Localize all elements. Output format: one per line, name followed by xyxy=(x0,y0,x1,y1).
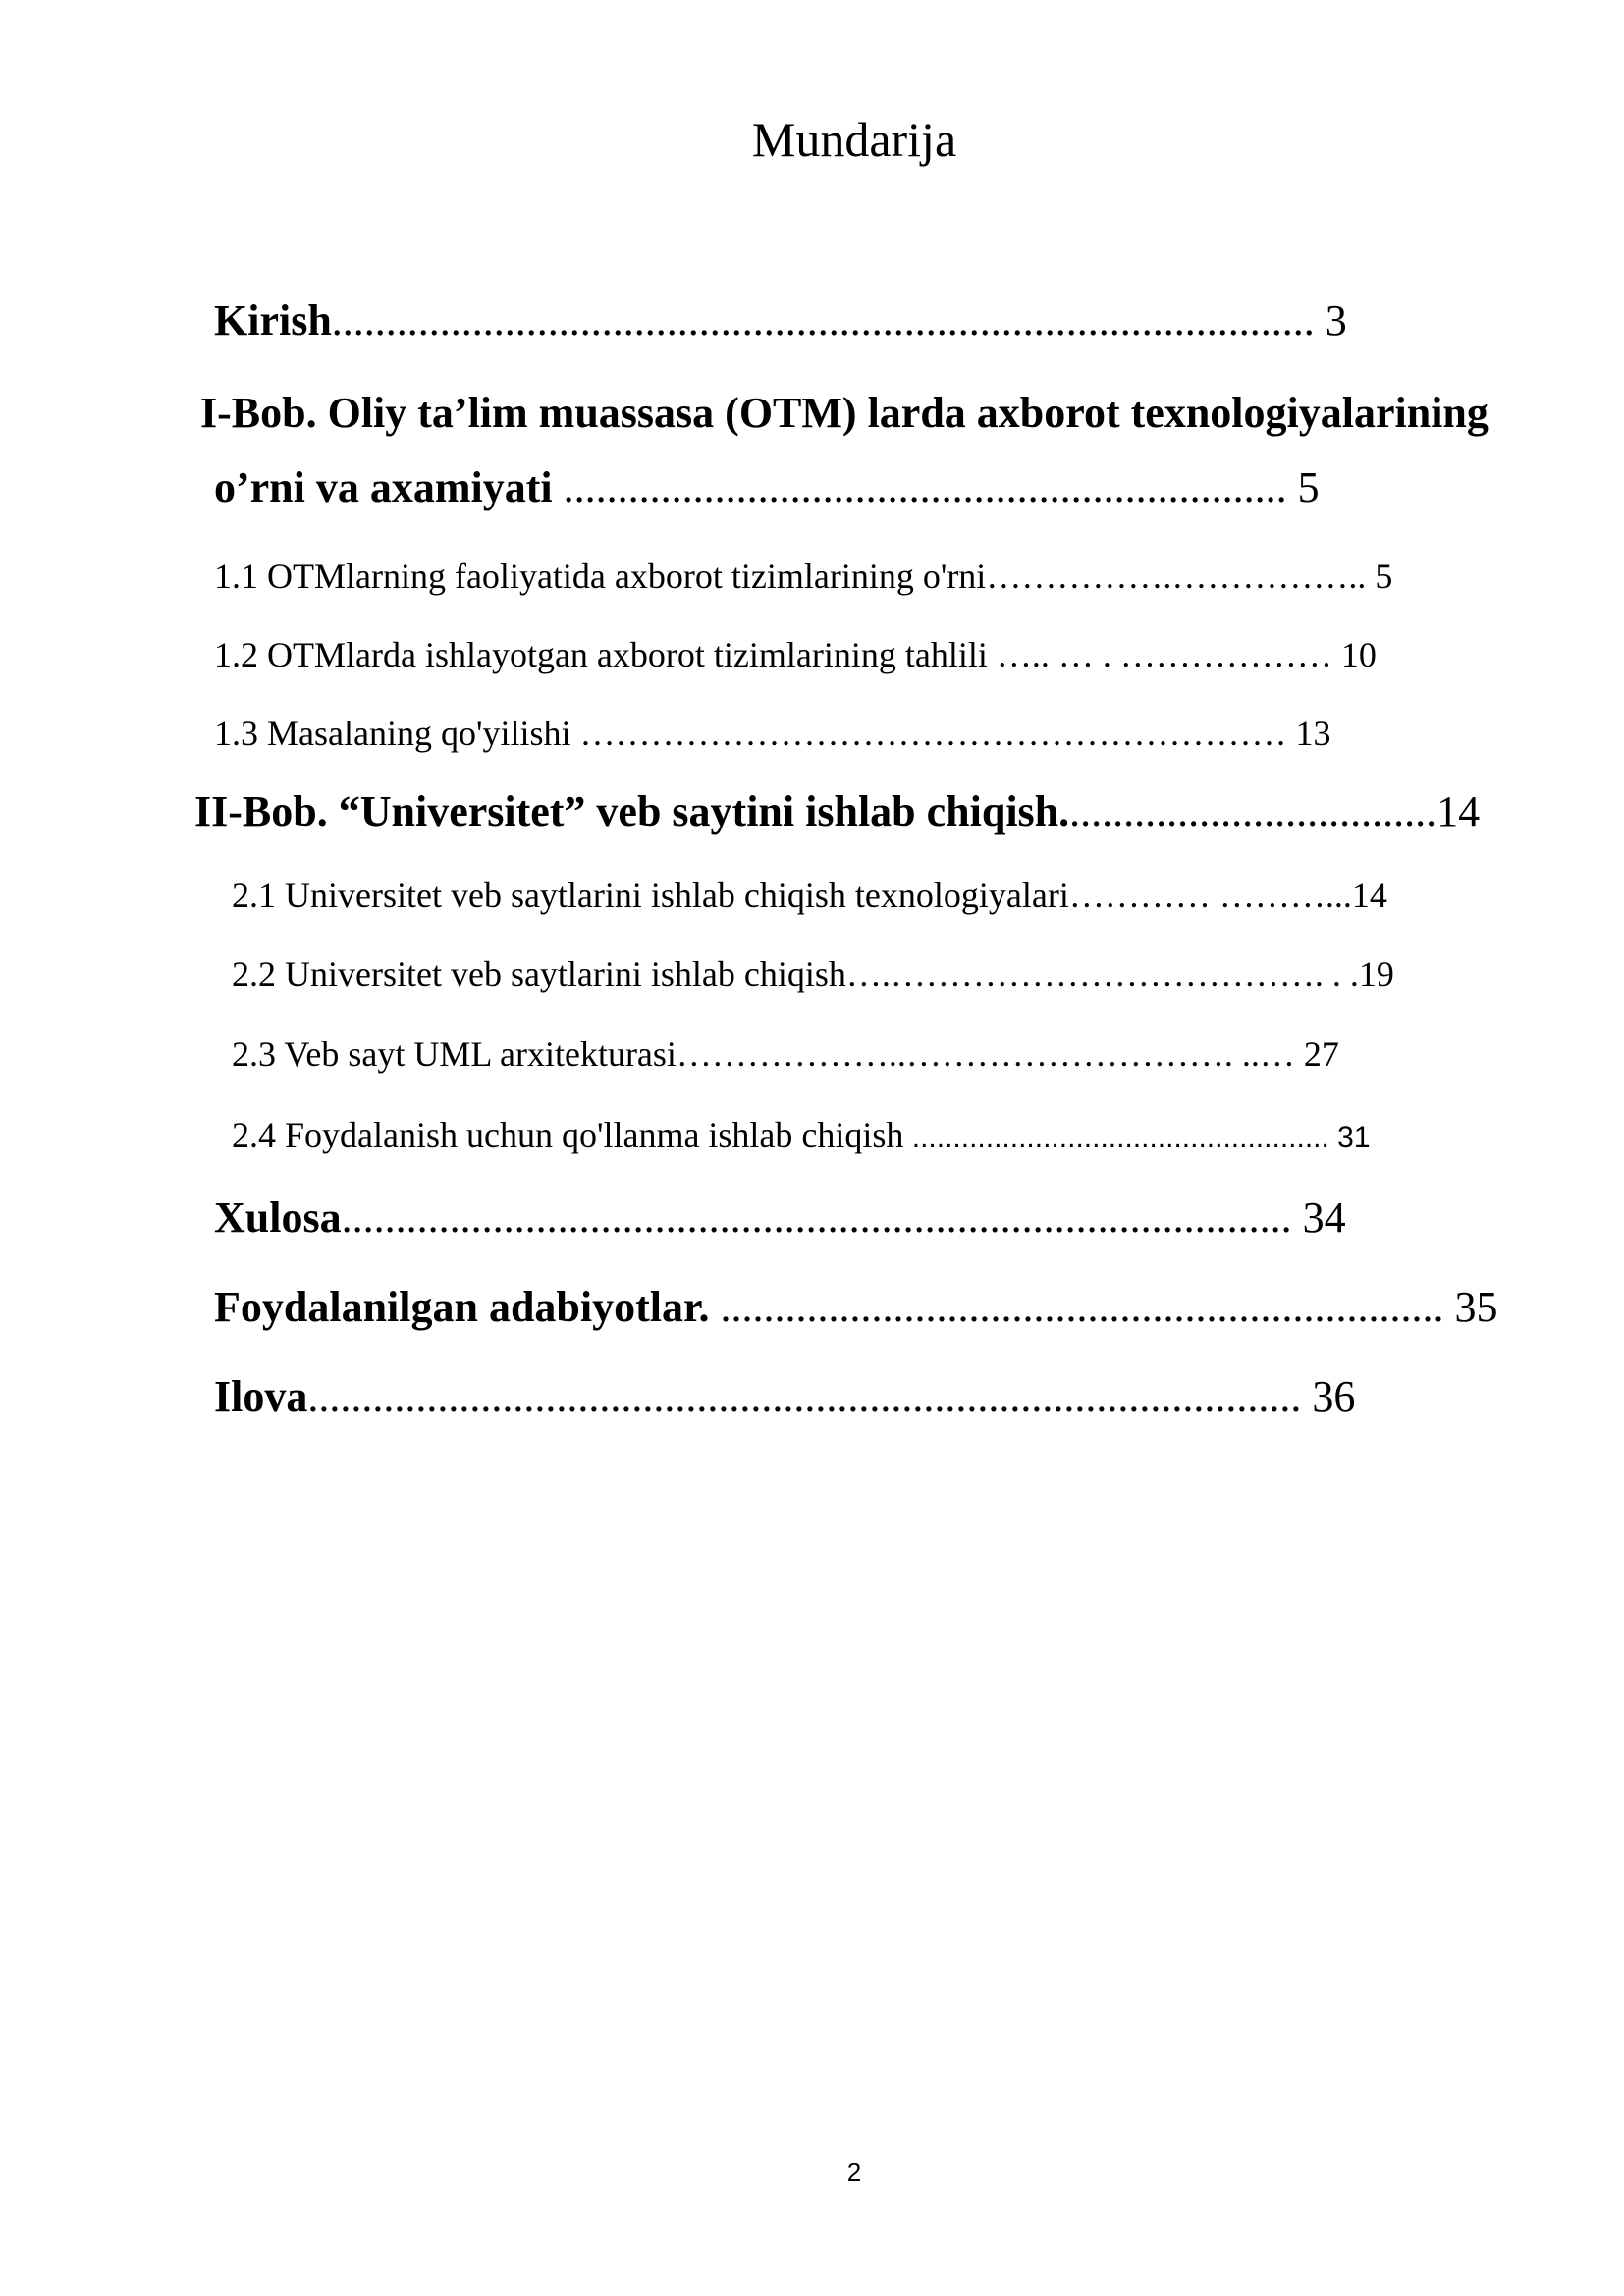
toc-entry-label: 1.2 OTMlarda ishlayotgan axborot tizimlarining tahlili xyxy=(214,635,988,674)
toc-entry-label: 1.1 OTMlarning faoliyatida axborot tizimlarining o'rni xyxy=(214,557,987,596)
toc-leader: ................................................................... xyxy=(552,463,1287,511)
toc-entry-2-3[interactable] xyxy=(232,1033,1339,1076)
toc-entry-bob2[interactable] xyxy=(194,785,1480,838)
toc-entry-2-4[interactable] xyxy=(232,1113,1371,1159)
toc-leader: ........................................................................................... xyxy=(331,296,1315,345)
toc-entry-1-2[interactable] xyxy=(214,633,1377,676)
toc-entry-ilova[interactable] xyxy=(214,1370,1355,1423)
toc-page-number: 3 xyxy=(1314,296,1347,345)
toc-page-number: 14 xyxy=(1436,787,1481,835)
toc-page-number: 19 xyxy=(1358,954,1394,993)
toc-page-number: 31 xyxy=(1328,1121,1371,1153)
toc-leader: ………………..………………………. ..… xyxy=(676,1035,1295,1074)
toc-entry-label: Ilova xyxy=(214,1372,308,1420)
toc-leader: ................................................... xyxy=(903,1121,1329,1153)
toc-leader: ............................................................................................ xyxy=(307,1372,1302,1420)
toc-entry-bob1-line2[interactable] xyxy=(214,461,1320,514)
toc-leader: ….. … . ……………… xyxy=(987,635,1341,674)
toc-page-number: 27 xyxy=(1294,1035,1339,1074)
toc-leader: …………….…………….. xyxy=(986,557,1367,596)
toc-entry-label: 2.2 Universitet veb saytlarini ishlab chiqish xyxy=(232,954,846,993)
toc-page-number: 14 xyxy=(1351,876,1387,915)
toc-page-number: 5 xyxy=(1366,557,1393,596)
toc-entry-label: o’rni va axamiyati xyxy=(214,463,553,511)
toc-page-number: 10 xyxy=(1340,635,1377,674)
toc-entry-1-1[interactable] xyxy=(214,555,1392,598)
toc-page-number: 35 xyxy=(1443,1283,1498,1331)
toc-entry-label: 2.4 Foydalanish uchun qo'llanma ishlab chiqish xyxy=(232,1115,904,1154)
toc-page-number: 36 xyxy=(1301,1372,1356,1420)
toc-leader: …………………………………………………… xyxy=(570,714,1287,753)
page-title: Mundarija xyxy=(751,112,957,167)
toc-entry-label: 2.3 Veb sayt UML arxitekturasi xyxy=(232,1035,677,1074)
page-number-footer: 2 xyxy=(846,2158,862,2187)
toc-entry-bob1-line1[interactable] xyxy=(200,387,1489,440)
toc-entry-label: Kirish xyxy=(214,296,332,345)
toc-entry-1-3[interactable] xyxy=(214,712,1330,755)
toc-page-number: 13 xyxy=(1286,714,1331,753)
toc-entry-label: 2.1 Universitet veb saytlarini ishlab chiqish texnologiyalari xyxy=(232,876,1069,915)
toc-entry-2-1[interactable] xyxy=(232,874,1387,917)
toc-leader: ………… ………... xyxy=(1068,876,1352,915)
toc-entry-kirish[interactable] xyxy=(214,294,1347,347)
toc-entry-adabiyotlar[interactable] xyxy=(214,1281,1498,1334)
toc-entry-xulosa[interactable] xyxy=(214,1192,1346,1245)
toc-entry-label: 1.3 Masalaning qo'yilishi xyxy=(214,714,571,753)
toc-page-number: 34 xyxy=(1291,1194,1346,1242)
toc-entry-label: I-Bob. Oliy ta’lim muassasa (OTM) larda axborot texnologiyalarining xyxy=(200,389,1489,437)
toc-entry-label: Xulosa xyxy=(214,1194,342,1242)
toc-entry-2-2[interactable] xyxy=(232,952,1394,995)
toc-leader: ........................................................................................ xyxy=(341,1194,1292,1242)
toc-page-number: 5 xyxy=(1286,463,1320,511)
toc-leader: ….………………………………. . . xyxy=(845,954,1359,993)
toc-leader: ................................................................... xyxy=(709,1283,1444,1331)
toc-entry-label: II-Bob. “Universitet” veb saytini ishlab chiqish. xyxy=(194,787,1070,835)
toc-entry-label: Foydalanilgan adabiyotlar. xyxy=(214,1283,710,1331)
toc-leader: .................................. xyxy=(1069,787,1437,835)
